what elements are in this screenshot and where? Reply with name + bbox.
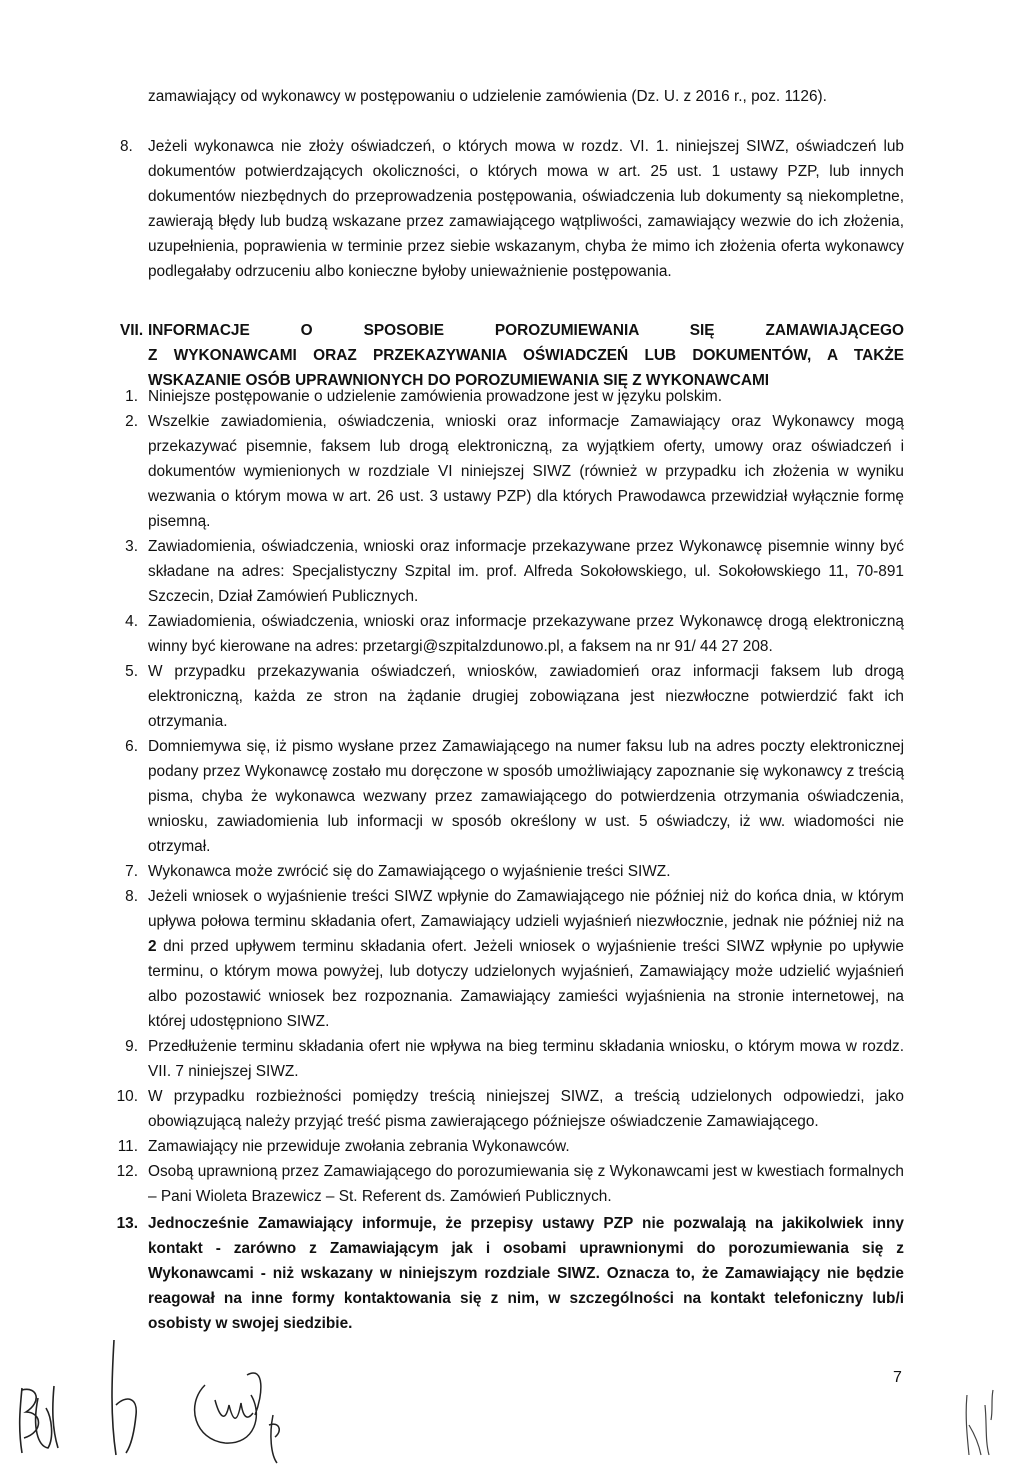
prev-item-text: Jeżeli wykonawca nie złoży oświadczeń, o których mowa w rozdz. VI. 1. niniejszej SIWZ, oświadczeń lub dokumentów potwierdzających okoliczności, o których mowa w art. 25 ust. 1 ustawy PZP, lub innych dokumentów niezbędnych do przeprowadzenia postępowania, oświadczenia lub dokumenty są niekompletne, zawierają błędy lub budzą wskazane przez zamawiającego wątpliwości, zamawiający wezwie do ich złożenia, uzupełnienia, poprawienia w terminie przez siebie wskazanym, chyba że mimo ich złożenia oferta wykonawcy podlegałaby odrzuceniu albo konieczne byłoby unieważnienie postępowania. xyxy=(148,138,904,280)
list-item-number: 6. xyxy=(125,738,138,755)
list-item-text: Wykonawca może zwrócić się do Zamawiającego o wyjaśnienie treści SIWZ. xyxy=(148,863,671,880)
list-item-number: 8. xyxy=(125,888,138,905)
list-item-text: Przedłużenie terminu składania ofert nie wpływa na bieg terminu składania wniosku, o którym mowa w rozdz. VII. 7 niniejszej SIWZ. xyxy=(148,1038,904,1080)
list-item xyxy=(125,884,904,1034)
list-item-number: 1. xyxy=(125,388,138,405)
list-item xyxy=(117,1134,904,1159)
list-item-text: Zamawiający nie przewiduje zwołania zebrania Wykonawców. xyxy=(148,1138,570,1155)
handwritten-initials-1 xyxy=(8,1368,68,1458)
list-item-number: 12. xyxy=(116,1163,138,1180)
list-item-text: W przypadku rozbieżności pomiędzy treścią niniejszej SIWZ, a treścią udzielonych odpowiedzi, jako obowiązującą należy przyjąć treść pisma zawierającego późniejsze oświadczenie Zamawiającego. xyxy=(148,1088,904,1130)
list-item-bold xyxy=(116,1211,904,1336)
list-item xyxy=(125,859,904,884)
handwritten-initials-2 xyxy=(100,1335,150,1460)
list-item-text: Wszelkie zawiadomienia, oświadczenia, wnioski oraz informacje Zamawiający oraz Wykonawcy mogą przekazywać pisemnie, faksem lub drogą elektroniczną, za wyjątkiem oferty, umowy oraz oświadczeń i dokumentów wymienionych w rozdziale VI niniejszej SIWZ (również w przypadku ich złożenia w wyniku wezwania o którym mowa w art. 26 ust. 3 ustawy PZP) dla których Prawodawca przewidział wyłącznie formę pisemną. xyxy=(148,413,904,530)
list-item-number: 2. xyxy=(125,413,138,430)
list-item-text: W przypadku przekazywania oświadczeń, wniosków, zawiadomień oraz informacji faksem lub drogą elektroniczną, każda ze stron na żądanie drugiej zobowiązana jest niezwłoczne potwierdzić fakt ich otrzymania. xyxy=(148,663,904,730)
list-item-number: 5. xyxy=(125,663,138,680)
list-item-number: 10. xyxy=(116,1088,138,1105)
list-item xyxy=(125,534,904,609)
section-number: VII. xyxy=(120,322,144,339)
list-item xyxy=(116,1084,904,1134)
list-item-text: Zawiadomienia, oświadczenia, wnioski oraz informacje przekazywane przez Wykonawcę drogą elektroniczną winny być kierowane na adres: przetargi@szpitalzdunowo.pl, a faksem na nr 91/ 44 27 208. xyxy=(148,613,904,655)
list-item-text-part1: Jeżeli wniosek o wyjaśnienie treści SIWZ wpłynie do Zamawiającego nie później niż do końca dnia, w którym upływa połowa terminu składania ofert, Zamawiający udzieli wyjaśnień niezwłocznie, jednak nie później niż na xyxy=(148,888,904,930)
list-item-text-bold: 2 xyxy=(148,938,157,955)
section-title-rest: Z WYKONAWCAMI ORAZ PRZEKAZYWANIA OŚWIADCZEŃ LUB DOKUMENTÓW, A TAKŻE WSKAZANIE OSÓB UPRAWNIONYCH DO POROZUMIEWANIA SIĘ Z WYKONAWCAMI xyxy=(148,347,904,389)
page-number: 7 xyxy=(893,1369,902,1386)
handwritten-signature xyxy=(185,1355,295,1465)
section-items-list xyxy=(116,384,904,1336)
section-title-line1: INFORMACJE O SPOSOBIE POROZUMIEWANIA SIĘ ZAMAWIAJĄCEGO xyxy=(148,322,904,339)
intro-paragraph-tail: zamawiający od wykonawcy w postępowaniu o udzielenie zamówienia (Dz. U. z 2016 r., poz. 1126). xyxy=(148,88,827,105)
list-item xyxy=(125,384,904,409)
list-item-number: 4. xyxy=(125,613,138,630)
list-item-text: Niniejsze postępowanie o udzielenie zamówienia prowadzone jest w języku polskim. xyxy=(148,388,723,405)
list-item-text: Osobą uprawnioną przez Zamawiającego do porozumiewania się z Wykonawcami jest w kwestiach formalnych – Pani Wioleta Brazewicz – St. Referent ds. Zamówień Publicznych. xyxy=(148,1163,904,1205)
list-item xyxy=(125,409,904,534)
list-item xyxy=(125,609,904,659)
list-item xyxy=(125,734,904,859)
list-item-number: 11. xyxy=(117,1138,138,1155)
list-item-number: 9. xyxy=(125,1038,138,1055)
prev-item-number: 8. xyxy=(120,138,133,155)
list-item-number: 7. xyxy=(125,863,138,880)
list-item-text: Jednocześnie Zamawiający informuje, że przepisy ustawy PZP nie pozwalają na jakikolwiek inny kontakt - zarówno z Zamawiającym jak i osobami uprawnionymi do porozumiewania się z Wykonawcami - niż wskazany w niniejszym rozdziale SIWZ. Oznacza to, że Zamawiający nie będzie reagował na inne formy kontaktowania się z nim, w szczególności na kontakt telefoniczny lub/i osobisty w swojej siedzibie. xyxy=(148,1215,904,1332)
list-item-number: 13. xyxy=(116,1215,138,1232)
list-item xyxy=(125,659,904,734)
list-item-number: 3. xyxy=(125,538,138,555)
list-item xyxy=(116,1159,904,1209)
list-item-text: Zawiadomienia, oświadczenia, wnioski oraz informacje przekazywane przez Wykonawcę pisemnie winny być składane na adres: Specjalistyczny Szpital im. prof. Alfreda Sokołowskiego, ul. Sokołowskiego 11, 70-891 Szczecin, Dział Zamówień Publicznych. xyxy=(148,538,904,605)
section-title xyxy=(148,318,904,393)
list-item-text: Domniemywa się, iż pismo wysłane przez Zamawiającego na numer faksu lub na adres poczty elektronicznej podany przez Wykonawcę zostało mu doręczone w sposób umożliwiający zapoznanie się wykonawcy z treścią pisma, chyba że wykonawca wezwany przez zamawiającego do potwierdzenia otrzymania oświadczenia, wniosku, zawiadomienia lub informacji w sposób określony w ust. 5 oświadczy, iż ww. wiadomości nie otrzymał. xyxy=(148,738,904,855)
handwritten-mark xyxy=(955,1385,1005,1460)
list-item-text-part2: dni przed upływem terminu składania ofert. Jeżeli wniosek o wyjaśnienie treści SIWZ wpłynie po upływie terminu, o którym mowa powyżej, lub dotyczy udzielonych wyjaśnień, Zamawiający może udzielić wyjaśnień albo pozostawić wniosek bez rozpoznania. Zamawiający zamieści wyjaśnienia na stronie internetowej, na której udostępniono SIWZ. xyxy=(148,938,904,1030)
list-item xyxy=(125,1034,904,1084)
